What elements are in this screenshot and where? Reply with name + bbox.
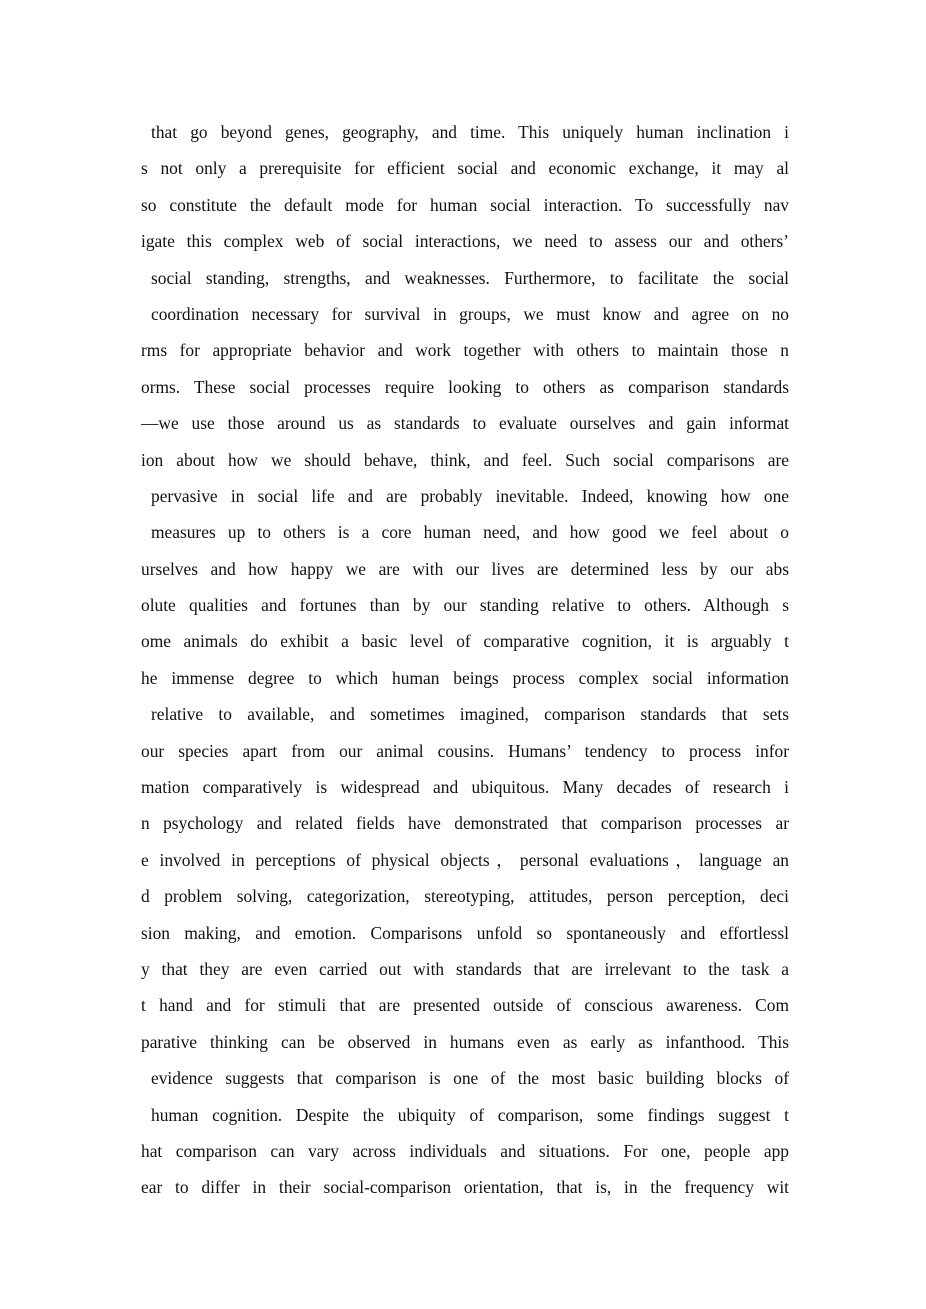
text-line: y that they are even carried out with standards that are irrelevant to the task a <box>141 958 789 979</box>
text-line: orms. These social processes require looking to others as comparison standards <box>141 376 789 397</box>
body-text <box>141 114 789 1206</box>
text-line: rms for appropriate behavior and work together with others to maintain those n <box>141 340 789 361</box>
text-line: our species apart from our animal cousins. Humans’ tendency to process infor <box>141 740 789 761</box>
text-line: that go beyond genes, geography, and time. This uniquely human inclination i <box>151 122 789 142</box>
text-line: mation comparatively is widespread and ubiquitous. Many decades of research i <box>141 777 789 798</box>
text-line: s not only a prerequisite for efficient social and economic exchange, it may al <box>141 158 789 179</box>
text-line: coordination necessary for survival in groups, we must know and agree on no <box>151 303 789 324</box>
text-line: pervasive in social life and are probably inevitable. Indeed, knowing how one <box>151 485 789 506</box>
text-line: sion making, and emotion. Comparisons unfold so spontaneously and effortlessl <box>141 922 789 943</box>
text-line: e involved in perceptions of physical objects，personal evaluations，language an <box>141 849 789 870</box>
text-line: urselves and how happy we are with our lives are determined less by our abs <box>141 558 789 579</box>
text-line: ear to differ in their social-comparison orientation, that is, in the frequency wit <box>141 1177 789 1198</box>
text-line: n psychology and related fields have demonstrated that comparison processes ar <box>141 813 789 834</box>
text-line: d problem solving, categorization, stereotyping, attitudes, person perception, deci <box>141 886 789 907</box>
text-line: relative to available, and sometimes imagined, comparison standards that sets <box>151 704 789 725</box>
text-line: human cognition. Despite the ubiquity of comparison, some findings suggest t <box>151 1104 789 1125</box>
text-line: igate this complex web of social interactions, we need to assess our and others’ <box>141 231 789 252</box>
text-line: olute qualities and fortunes than by our standing relative to others. Although s <box>141 595 789 616</box>
text-line: ion about how we should behave, think, and feel. Such social comparisons are <box>141 449 789 470</box>
text-line: hat comparison can vary across individuals and situations. For one, people app <box>141 1140 789 1161</box>
text-line: measures up to others is a core human need, and how good we feel about o <box>151 522 789 543</box>
text-line: ome animals do exhibit a basic level of comparative cognition, it is arguably t <box>141 631 789 652</box>
text-line: parative thinking can be observed in humans even as early as infanthood. This <box>141 1031 789 1052</box>
text-line: t hand and for stimuli that are presented outside of conscious awareness. Com <box>141 995 789 1016</box>
text-line: so constitute the default mode for human social interaction. To successfully nav <box>141 194 789 215</box>
text-line: social standing, strengths, and weaknesses. Furthermore, to facilitate the social <box>151 267 789 288</box>
text-line: he immense degree to which human beings process complex social information <box>141 667 789 688</box>
text-line: evidence suggests that comparison is one of the most basic building blocks of <box>151 1068 789 1089</box>
text-line: —we use those around us as standards to evaluate ourselves and gain informat <box>141 413 789 434</box>
